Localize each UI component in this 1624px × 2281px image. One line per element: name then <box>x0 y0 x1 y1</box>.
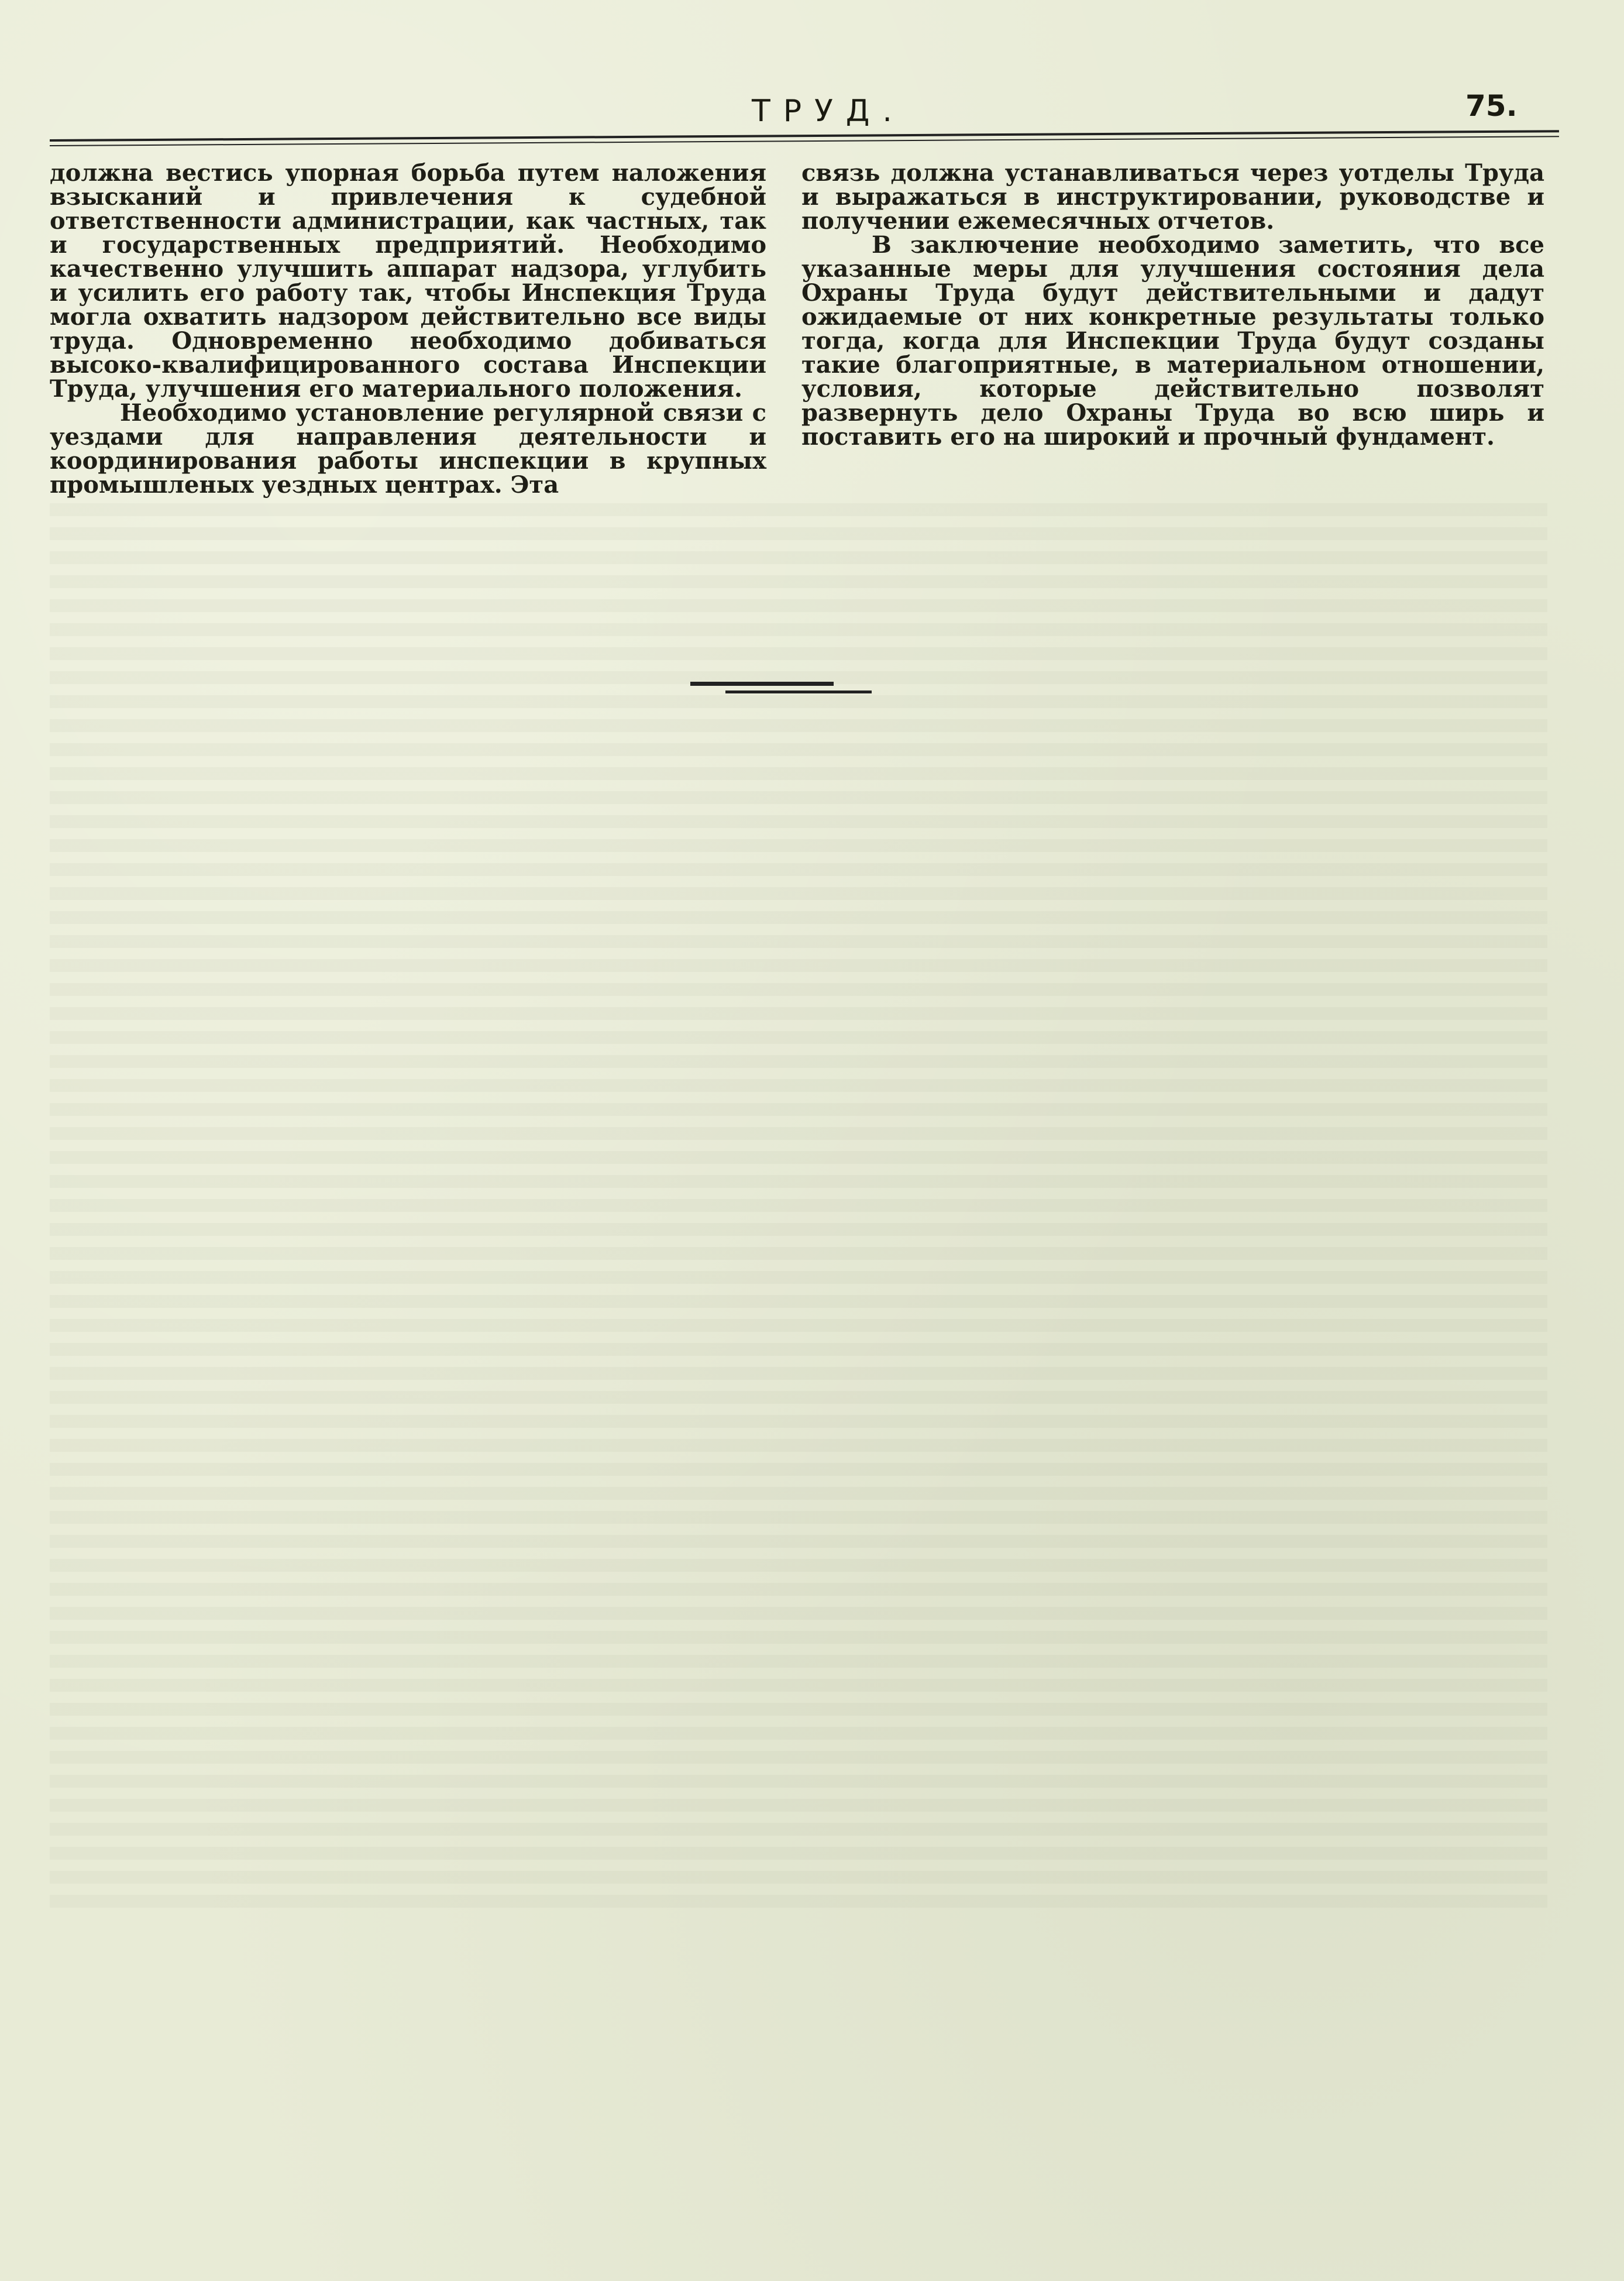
header-rule <box>50 130 1559 142</box>
left-column <box>50 161 766 497</box>
right-column <box>801 161 1544 449</box>
running-title: ТРУД. <box>752 94 905 129</box>
page-number: 75. <box>1465 89 1518 123</box>
left-paragraph-1: должна вестись упорная борьба путем наложения взысканий и привлечения к судебной ответственности администрации, как частных, так и государственных предприятий. Необходимо качественно улучшить аппарат надзора, углубить и усилить его работу так, чтобы Инспекция Труда могла охватить надзором действительно все виды труда. Одновременно необходимо добиваться высоко-квалифицированного состава Инспекции Труда, улучшения его материального положения. <box>50 159 766 403</box>
section-separator <box>690 682 872 693</box>
right-paragraph-2: В заключение необходимо заметить, что все указанные меры для улучшения состояния дела Охраны Труда будут действительными и дадут ожидаемые от них конкретные результаты только тогда, когда для Инспекции Труда будут созданы такие благоприятные, в материальном отношении, условия, которые действительно позволят развернуть дело Охраны Труда во всю ширь и поставить его на широкий и прочный фундамент. <box>801 231 1544 451</box>
right-paragraph-1: связь должна устанавливаться через уотделы Труда и выражаться в инструктировании, руководстве и получении ежемесячных отчетов. <box>801 159 1544 235</box>
page-header <box>50 82 1559 152</box>
left-paragraph-2: Необходимо установление регулярной связи с уездами для направления деятельности и координирования работы инспекции в крупных промышленых уездных центрах. Эта <box>50 399 766 499</box>
separator-bar-bottom <box>725 691 872 693</box>
show-through-texture <box>50 503 1547 1908</box>
separator-bar-top <box>690 682 834 686</box>
